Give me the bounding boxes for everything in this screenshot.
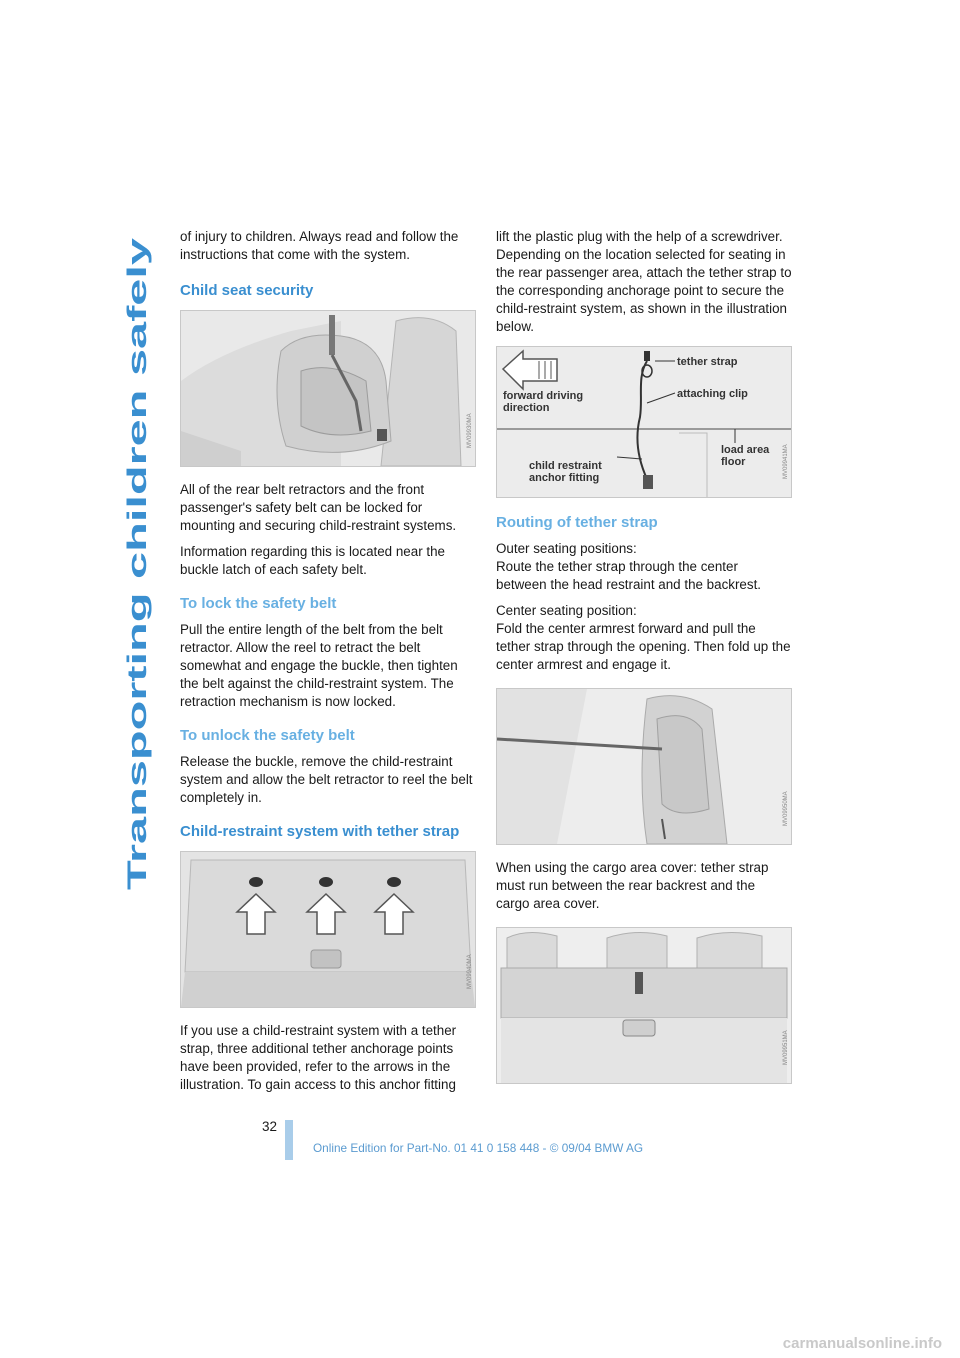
- cargo-cover-paragraph: When using the cargo area cover: tether strap must run between the rear backrest and the cargo area cover.: [496, 860, 769, 911]
- unlock-belt-paragraph: Release the buckle, remove the child-restraint system and allow the belt retractor to reel the belt completely in.: [180, 754, 473, 805]
- label-forward-1: forward driving: [503, 390, 584, 402]
- heading-child-seat-security: Child seat security: [180, 282, 314, 299]
- figure-anchor-points: [180, 851, 476, 1008]
- heading-tether-strap-system: Child-restraint system with tether strap: [180, 823, 460, 840]
- page-number: 32: [262, 1119, 278, 1134]
- heading-routing-tether: Routing of tether strap: [496, 514, 658, 531]
- figure-child-seat: [180, 310, 476, 467]
- figure-cargo-cover: [496, 927, 792, 1084]
- watermark: carmanualsonline.info: [782, 1335, 942, 1352]
- heading-unlock-belt: To unlock the safety belt: [180, 727, 355, 744]
- lock-belt-paragraph: Pull the entire length of the belt from the belt retractor. Allow the reel to retract the belt somewhat and engage the buckle, then tighten the belt against the child-restraint system. The retraction mechanism is now locked.: [180, 622, 458, 709]
- figure-code-2: MV09940MA: [467, 954, 473, 989]
- figure-code-3: MV09941MA: [783, 444, 789, 479]
- figure-routing: [496, 688, 792, 845]
- label-attaching-clip: attaching clip: [677, 388, 748, 400]
- center-seating-paragraph: Center seating position: Fold the center armrest forward and pull the tether strap through the opening. Then fold up the center armrest and engage it.: [496, 603, 791, 672]
- footer-bar: [285, 1120, 293, 1160]
- right-column: [496, 228, 792, 1098]
- side-title-text: Transporting children safely: [122, 528, 152, 890]
- label-anchor-2: anchor fitting: [529, 472, 600, 484]
- label-tether-strap: tether strap: [677, 356, 738, 368]
- label-load-area-2: floor: [721, 456, 746, 468]
- label-anchor-1: child restraint: [529, 460, 602, 472]
- label-forward-2: direction: [503, 402, 550, 414]
- information-paragraph: Information regarding this is located near the buckle latch of each safety belt.: [180, 544, 445, 577]
- figure-code-1: MV09930MA: [467, 413, 473, 448]
- footer-edition-text: Online Edition for Part-No. 01 41 0 158 448 - © 09/04 BMW AG: [313, 1141, 644, 1155]
- side-title: [112, 230, 158, 890]
- outer-seating-paragraph: Outer seating positions: Route the tether strap through the center between the head restraint and the backrest.: [496, 541, 762, 592]
- heading-lock-belt: To lock the safety belt: [180, 595, 337, 612]
- figure-tether-diagram: [496, 346, 792, 498]
- label-load-area-1: load area: [721, 444, 770, 456]
- intro-paragraph: of injury to children. Always read and follow the instructions that come with the system.: [180, 229, 459, 262]
- figure-code-5: MV09951MA: [783, 1030, 789, 1065]
- continue-paragraph: lift the plastic plug with the help of a screwdriver. Depending on the location selected for seating in the rear passenger area, attach the tether strap to the corresponding anchorage point to secure the child-restraint system, as shown in the illustration below.: [496, 229, 792, 334]
- tether-paragraph: If you use a child-restraint system with a tether strap, three additional tether anchorage points have been provided, refer to the arrows in the illustration. To gain access to this anchor fitting: [180, 1023, 457, 1092]
- figure-code-4: MV09950MA: [783, 791, 789, 826]
- left-column: [180, 228, 476, 1102]
- rear-belts-paragraph: All of the rear belt retractors and the front passenger's safety belt can be locked for mounting and securing child-restraint systems.: [180, 482, 457, 533]
